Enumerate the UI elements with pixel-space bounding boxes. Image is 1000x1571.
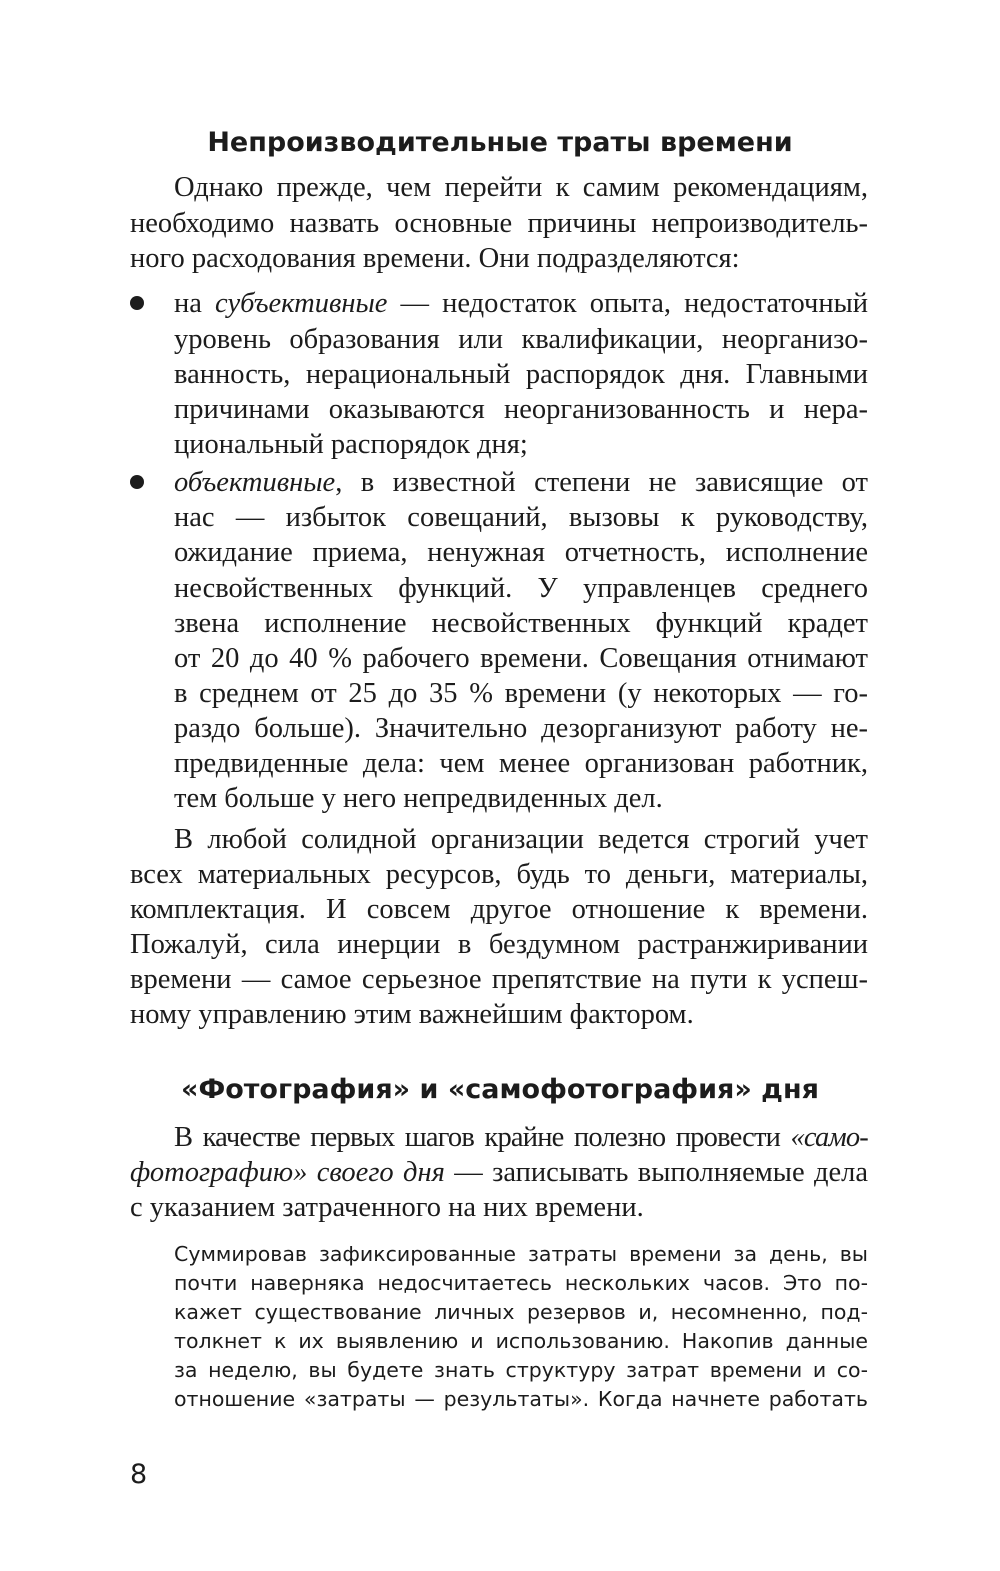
bullet-line: ванность, нерациональный распорядок дня. Главными xyxy=(174,359,868,390)
paragraph-line: времени — самое серьезное препятствие на пути к успеш- xyxy=(130,964,868,995)
bullet-line: циональный распорядок дня; xyxy=(174,429,528,460)
callout-line: почти наверняка недосчитаетесь нескольких часов. Это по- xyxy=(174,1271,868,1295)
bullet-line: раздо больше). Значительно дезорганизуют работу не- xyxy=(174,713,868,744)
paragraph-line xyxy=(130,1155,868,1190)
bullet-first-line xyxy=(174,465,868,500)
bullet-prefix: на xyxy=(174,288,215,319)
paragraph-line: комплектация. И совсем другое отношение к времени. xyxy=(130,894,868,925)
bullet-line: от 20 до 40 % рабочего времени. Совещания отнимают xyxy=(174,643,868,674)
bullet-icon xyxy=(130,475,144,489)
paragraph-line: Однако прежде, чем перейти к самим рекомендациям, xyxy=(174,172,868,203)
callout-line: Суммировав зафиксированные затраты времени за день, вы xyxy=(174,1242,868,1266)
paragraph-line: В любой солидной организации ведется строгий учет xyxy=(174,824,868,855)
callout-line: кажет существование личных резервов и, несомненно, под- xyxy=(174,1300,868,1324)
bullet-line: тем больше у него непредвиденных дел. xyxy=(174,783,663,814)
paragraph-line: ного расходования времени. Они подразделяются: xyxy=(130,243,740,274)
paragraph-line: всех материальных ресурсов, будь то деньги, материалы, xyxy=(130,859,868,890)
bullet-line: предвиденные дела: чем менее организован работник, xyxy=(174,748,868,779)
paragraph-line: необходимо назвать основные причины непроизводитель- xyxy=(130,208,868,239)
paragraph-line: ному управлению этим важнейшим фактором. xyxy=(130,999,694,1030)
intro-plain-text: — записывать выполняемые дела xyxy=(444,1157,868,1188)
callout-line: отношение «затраты — результаты». Когда начнете работать xyxy=(174,1387,868,1411)
intro-italic-text: фотографию» своего дня xyxy=(130,1157,445,1188)
callout-line: за неделю, вы будете знать структуру затрат времени и со- xyxy=(174,1358,868,1382)
bullet-line: в среднем от 25 до 35 % времени (у некоторых — го- xyxy=(174,678,868,709)
bullet-line: звена исполнение несвойственных функций крадет xyxy=(174,608,868,639)
subjective-term: субъективные xyxy=(215,288,388,319)
bullet-line: несвойственных функций. У управленцев среднего xyxy=(174,573,868,604)
bullet-line: ожидание приема, ненужная отчетность, исполнение xyxy=(174,537,868,568)
page-number: 8 xyxy=(130,1459,148,1490)
bullet-line: нас — избыток совещаний, вызовы к руководству, xyxy=(174,502,868,533)
paragraph-line xyxy=(174,1120,868,1155)
bullet-line: уровень образования или квалификации, неорганизо- xyxy=(174,324,868,355)
bullet-first-line-rest: — недостаток опыта, недостаточный xyxy=(387,288,868,319)
bullet-icon xyxy=(130,296,144,310)
objective-term: объективные xyxy=(174,467,336,498)
section-heading-unproductive-time: Непроизводительные траты времени xyxy=(207,127,793,158)
intro-plain-text: В качестве первых шагов крайне полезно провести xyxy=(174,1122,791,1153)
section-heading-day-photography: «Фотография» и «самофотография» дня xyxy=(181,1074,819,1105)
bullet-first-line-rest: , в известной степени не зависящие от xyxy=(335,467,868,498)
bullet-first-line xyxy=(174,286,868,321)
paragraph-line: Пожалуй, сила инерции в бездумном растранжиривании xyxy=(130,929,868,960)
bullet-line: причинами оказываются неорганизованность и нера- xyxy=(174,394,868,425)
paragraph-line: с указанием затраченного на них времени. xyxy=(130,1192,644,1223)
intro-italic-text: «само- xyxy=(790,1122,868,1153)
callout-line: толкнет к их выявлению и использованию. Накопив данные xyxy=(174,1329,868,1353)
